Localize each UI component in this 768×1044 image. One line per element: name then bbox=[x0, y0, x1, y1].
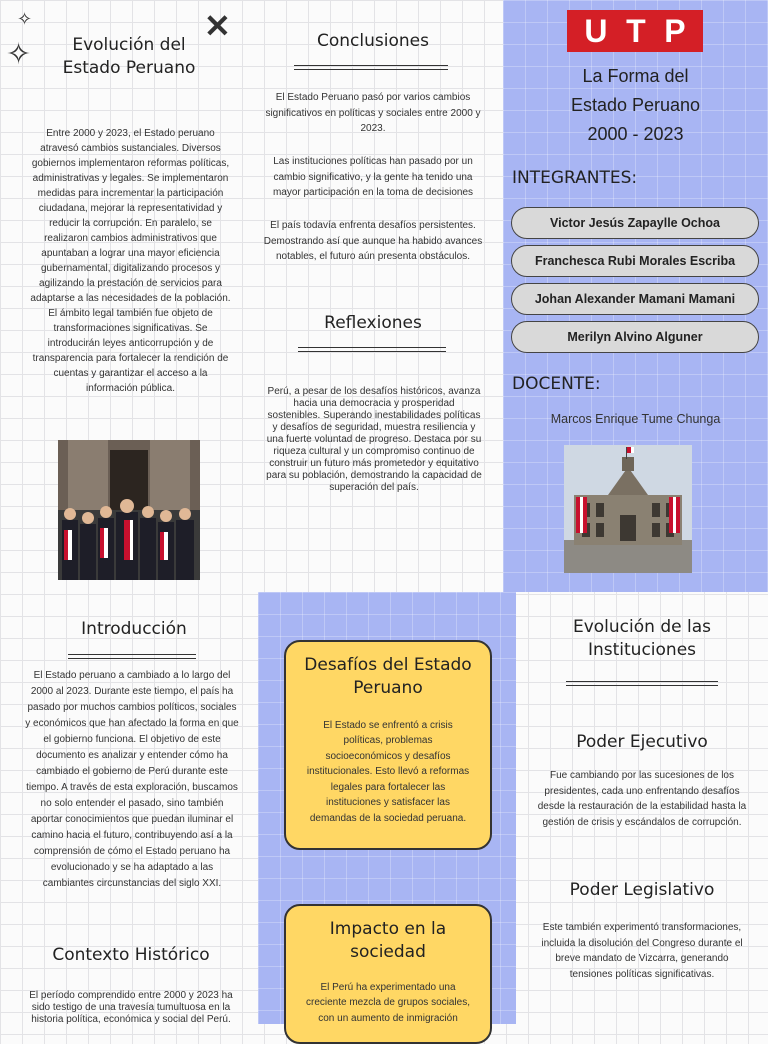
palacio-illustration bbox=[564, 445, 692, 573]
legislativo-text: Este también experimentó transformaciones, incluida la disolución del Congreso durante el breve mandato de Vizcarra, generando tensiones políticas significativas. bbox=[541, 922, 743, 980]
title-underline bbox=[298, 347, 446, 352]
docente-name: Marcos Enrique Tume Chunga bbox=[550, 412, 721, 426]
logo-letter: T bbox=[626, 12, 646, 49]
desafios-text: El Estado se enfrentó a crisis políticas, problemas socioeconómicos y desafíos institucionales. Esto llevó a reformas legales para fortalecer las instituciones y satisfacer las demandas de la sociedad peruana. bbox=[306, 719, 470, 824]
docente-label: DOCENTE: bbox=[512, 374, 601, 394]
panel-introduccion bbox=[0, 592, 258, 1024]
contexto-text: El período comprendido entre 2000 y 2023 ha sido testigo de una travesía tumultuosa en la historia política, económica y social del Perú. bbox=[29, 990, 233, 1025]
integrante-pill: Franchesca Rubi Morales Escriba bbox=[511, 245, 759, 277]
conclusiones-paragraph-2: Las instituciones políticas han pasado por un cambio significativo, y la gente ha tenido una mayor participación en la toma de decisiones bbox=[272, 156, 474, 198]
sparkle-large-icon: ✧ bbox=[6, 38, 32, 71]
introduccion-title: Introducción bbox=[81, 619, 187, 639]
impacto-card bbox=[284, 904, 492, 1044]
panel-desafios bbox=[258, 592, 516, 1024]
cover-title-line: 2000 - 2023 bbox=[587, 123, 684, 144]
reflexiones-text: Perú, a pesar de los desafíos históricos, avanza hacia una democracia y prosperidad sostenibles. Superando inestabilidades políticas y desafíos de seguridad, muestra resiliencia y una fuerte voluntad de progreso. Destaca por su riqueza cultural y un compromiso continuo de construir un futuro más prometedor y equitativo para su población, demostrando la capacidad de superación del país. bbox=[266, 386, 482, 493]
desafios-card bbox=[284, 640, 492, 850]
government-group-photo bbox=[58, 440, 200, 580]
logo-letter: P bbox=[664, 12, 686, 49]
sparkle-icon: ✧ bbox=[17, 9, 33, 29]
title-line: Estado Peruano bbox=[62, 57, 196, 78]
legislativo-title: Poder Legislativo bbox=[569, 880, 715, 900]
instituciones-title bbox=[516, 616, 768, 662]
introduccion-text: El Estado peruano a cambiado a lo largo del 2000 al 2023. Durante este tiempo, el país ha pasado por muchos cambios políticos, sociales y económicos que han afectado la forma en que el gobierno funciona. El objetivo de este documento es analizar y entender cómo ha cambiado el gobierno de Perú durante este tiempo. A través de esta exploración, buscamos no solo entender el pasado, sino también aportar conocimientos que puedan iluminar el camino hacia el futuro, contribuyendo así a la comprensión de cómo el Estado peruano ha evolucionado y se ha adaptado a las cambiantes circunstancias del siglo XXI. bbox=[25, 670, 239, 889]
title-underline bbox=[294, 65, 448, 70]
panel-instituciones bbox=[516, 592, 768, 1024]
title-underline bbox=[566, 681, 718, 686]
title-line: Instituciones bbox=[587, 639, 697, 660]
integrantes-label: INTEGRANTES: bbox=[512, 168, 638, 188]
integrante-pill: Merilyn Alvino Alguner bbox=[511, 321, 759, 353]
integrante-pill: Victor Jesús Zapaylle Ochoa bbox=[511, 207, 759, 239]
impacto-text: El Perú ha experimentado una creciente mezcla de grupos sociales, con un aumento de inmigración bbox=[306, 981, 470, 1024]
title-underline bbox=[68, 654, 196, 659]
panel-cover bbox=[503, 0, 768, 592]
logo-letter: U bbox=[584, 12, 608, 49]
cover-title-line: Estado Peruano bbox=[570, 94, 701, 115]
ejecutivo-title: Poder Ejecutivo bbox=[576, 732, 708, 752]
contexto-title: Contexto Histórico bbox=[52, 945, 210, 965]
utp-logo bbox=[567, 10, 703, 52]
panel-conclusiones bbox=[204, 0, 503, 592]
title-line: Evolución de las bbox=[572, 617, 711, 637]
conclusiones-title: Conclusiones bbox=[317, 31, 429, 51]
integrante-pill: Johan Alexander Mamani Mamani bbox=[511, 283, 759, 315]
group-photo-illustration bbox=[58, 440, 200, 580]
evolucion-text: Entre 2000 y 2023, el Estado peruano atravesó cambios sustanciales. Diversos gobiernos implementaron reformas políticas, administrativas y legales. Se implementaron medidas para incrementar la participación ciudadana, mejorar la representatividad y reducir la corrupción. En paralelo, se realizaron cambios administrativos que apuntaban a lograr una mayor eficiencia gubernamental, digitalizando procesos y agilizando la prestación de servicios para adaptarse a las necesidades de la población. El ámbito legal también fue objeto de transformaciones significativas. Se introducirán leyes anticorrupción y de transparencia para fortalecer la rendición de cuentas y garantizar el acceso a la información pública. bbox=[30, 128, 231, 394]
cover-title bbox=[503, 62, 768, 148]
conclusiones-paragraph-3: El país todavía enfrenta desafíos persistentes. Demostrando así que aunque ha habido avances notables, el futuro aún presenta obstáculos. bbox=[263, 220, 483, 262]
ejecutivo-text: Fue cambiando por las sucesiones de los presidentes, cada uno enfrentando desafíos desde la restauración de la estabilidad hasta la gestión de crisis y escándalos de corrupción. bbox=[537, 770, 747, 828]
panel-evolucion-estado bbox=[0, 0, 258, 592]
cross-doodle-icon: ✕ bbox=[204, 8, 231, 44]
cover-title-line: La Forma del bbox=[582, 66, 689, 86]
title-line: Evolución del bbox=[72, 35, 186, 55]
palacio-gobierno-photo bbox=[564, 445, 692, 573]
reflexiones-title: Reflexiones bbox=[324, 313, 422, 333]
impacto-title: Impacto en la sociedad bbox=[329, 919, 447, 962]
conclusiones-paragraph-1: El Estado Peruano pasó por varios cambios significativos en políticas y sociales entre 2000 y 2023. bbox=[265, 92, 481, 134]
desafios-title: Desafíos del Estado Peruano bbox=[304, 655, 472, 698]
